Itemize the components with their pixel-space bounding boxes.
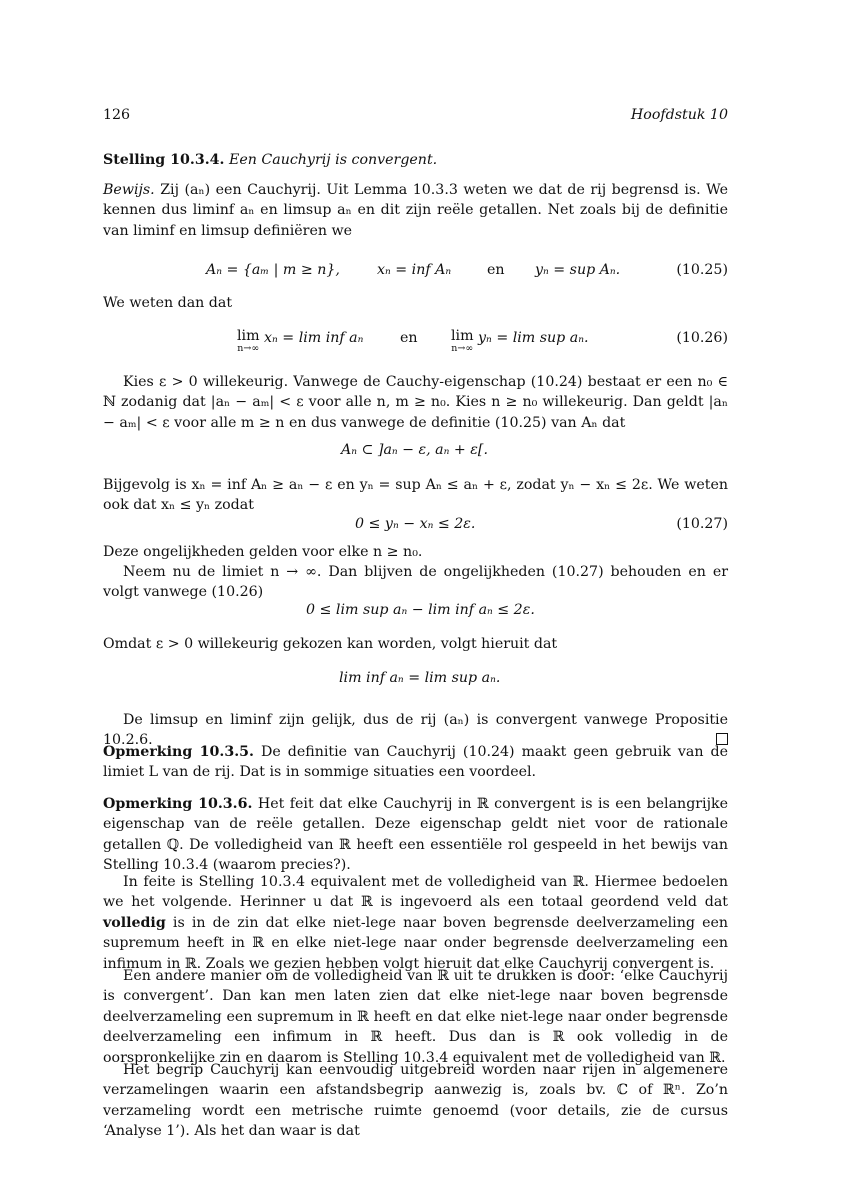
proof-paragraph-8: De limsup en liminf zijn gelijk, dus de rij (aₙ) is convergent vanwege Propositie 10.2.6.: [103, 712, 728, 749]
equation-10-27: 0 ≤ yₙ − xₙ ≤ 2ε. (10.27): [103, 514, 728, 538]
proof-paragraph-5: Deze ongelijkheden gelden voor elke n ≥ n₀.: [103, 544, 423, 560]
proof-paragraph-2: We weten dan dat: [103, 295, 233, 311]
remark-10-3-5: [103, 742, 728, 783]
remark-label: Opmerking 10.3.5.: [103, 744, 254, 760]
remark-label: Opmerking 10.3.6.: [103, 796, 253, 812]
proof-paragraph-3: Kies ε > 0 willekeurig. Vanwege de Cauchy-eigenschap (10.24) bestaat er een n₀ ∈ ℕ zodanig dat |aₙ − aₘ| < ε voor alle n, m ≥ n₀. Kies n ≥ n₀ willekeurig. Dan geldt |aₙ − aₘ| < ε voor alle m ≥ n en dus vanwege de definitie (10.25) van Aₙ dat: [103, 374, 728, 431]
theorem-label: Stelling 10.3.4.: [103, 152, 225, 168]
equation-10-25: Aₙ = {aₘ | m ≥ n}, xₙ = inf Aₙ en yₙ = sup Aₙ. (10.25): [103, 260, 728, 284]
chapter-title: Hoofdstuk 10: [630, 107, 728, 123]
page-number: 126: [103, 107, 131, 123]
remark-text: Het feit dat elke Cauchyrij in ℝ convergent is is een belangrijke eigenschap van de reële getallen. Deze eigenschap geldt niet voor de rationale getallen ℚ. De volledigheid van ℝ heeft een essentiële rol gespeeld in het bewijs van Stelling 10.3.4 (waarom precies?).: [103, 796, 728, 874]
proof-paragraph-1: [103, 180, 728, 241]
theorem: [103, 150, 728, 170]
proof-paragraph-4: Bijgevolg is xₙ = inf Aₙ ≥ aₙ − ε en yₙ = sup Aₙ ≤ aₙ + ε, zodat yₙ − xₙ ≤ 2ε. We weten ook dat xₙ ≤ yₙ zodat: [103, 477, 728, 514]
equation-number: (10.26): [676, 330, 728, 346]
remark-paragraph-4: Het begrip Cauchyrij kan eenvoudig uitgebreid worden naar rijen in algemenere verzamelingen waarin een afstandsbegrip aanwezig is, zoals bv. ℂ of ℝⁿ. Zo’n verzameling wordt een metrische ruimte genoemd (voor details, zie de cursus ‘Analyse 1’). Als het dan waar is dat: [103, 1062, 728, 1140]
remark-paragraph-2: In feite is Stelling 10.3.4 equivalent met de volledigheid van ℝ. Hiermee bedoelen we het volgende. Herinner u dat ℝ is ingevoerd als een totaal geordend veld dat volledig is in de zin dat elke niet-lege naar boven begrensde deelverzameling een supremum heeft in ℝ en elke niet-lege naar onder begrensde deelverzameling een infimum in ℝ. Zoals we gezien hebben volgt hieruit dat elke Cauchyrij convergent is.: [103, 874, 728, 972]
equation-10-26: lim n→∞ xₙ = lim inf aₙ en lim n→∞ yₙ = lim sup aₙ. (10.26): [237, 328, 728, 354]
proof-text-1: Zij (aₙ) een Cauchyrij. Uit Lemma 10.3.3 weten we dat de rij begrensd is. We kennen dus liminf aₙ en limsup aₙ en dit zijn reële getallen. Net zoals bij de definitie van liminf en limsup definiëren we: [103, 182, 728, 239]
remark-text: De definitie van Cauchyrij (10.24) maakt geen gebruik van de limiet L van de rij. Dat is in sommige situaties een voordeel.: [103, 744, 728, 781]
equation-final: lim inf aₙ = lim sup aₙ.: [339, 670, 501, 686]
equation-number: (10.27): [676, 516, 728, 532]
proof-paragraph-7: Omdat ε > 0 willekeurig gekozen kan worden, volgt hieruit dat: [103, 636, 558, 652]
emphasis-volledig: volledig: [103, 914, 166, 931]
proof-paragraph-6: Neem nu de limiet n → ∞. Dan blijven de ongelijkheden (10.27) behouden en er volgt vanwege (10.26): [103, 564, 728, 601]
remark-paragraph-3: Een andere manier om de volledigheid van ℝ uit te drukken is door: ‘elke Cauchyrij is convergent’. Dan kan men laten zien dat elke niet-lege naar boven begrensde deelverzameling een supremum in ℝ heeft en dat elke niet-lege naar onder begrensde deelverzameling een infimum in ℝ heeft. Dus dan is ℝ ook volledig in de oorspronkelijke zin en daarom is Stelling 10.3.4 equivalent met de volledigheid van ℝ.: [103, 968, 728, 1066]
page-header: [103, 105, 728, 125]
equation-limit-difference: 0 ≤ lim sup aₙ − lim inf aₙ ≤ 2ε.: [306, 602, 535, 618]
theorem-statement: Een Cauchyrij is convergent.: [229, 152, 438, 168]
proof-label: Bewijs.: [103, 182, 155, 198]
equation-number: (10.25): [676, 262, 728, 278]
equation-inclusion: Aₙ ⊂ ]aₙ − ε, aₙ + ε[.: [341, 442, 488, 458]
remark-10-3-6: [103, 794, 728, 876]
